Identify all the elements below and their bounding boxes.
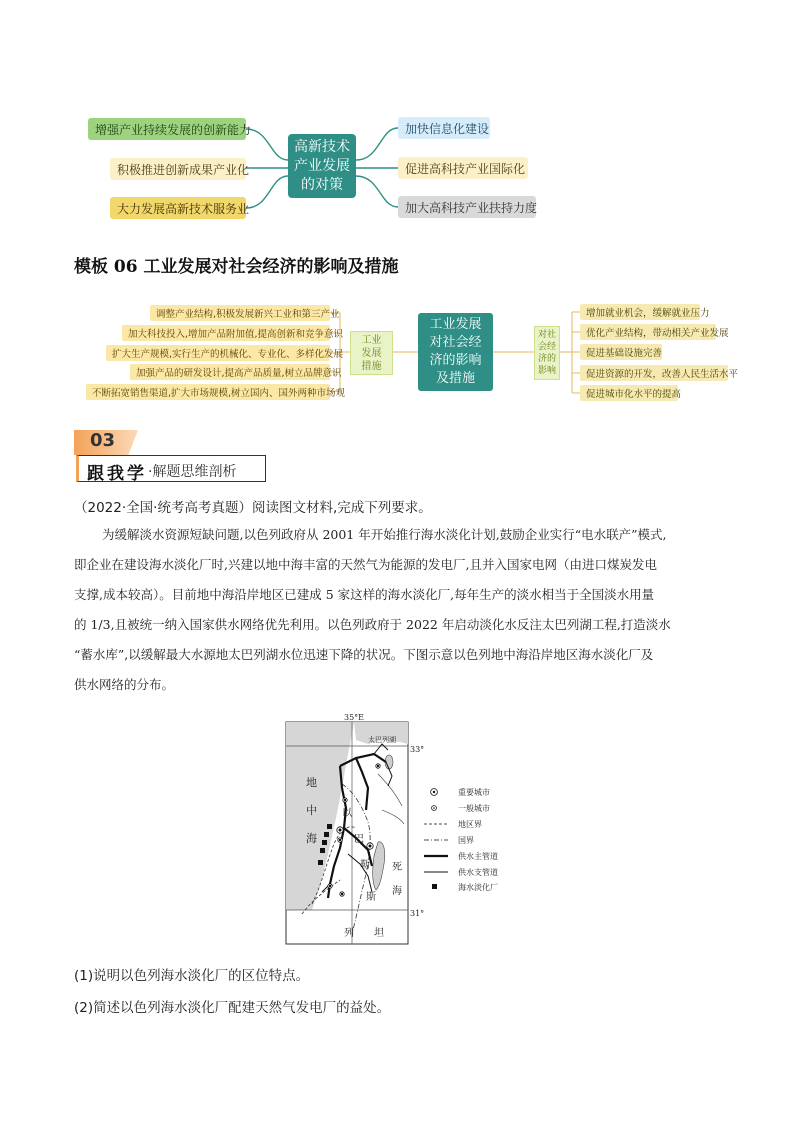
lon-label: 35°E: [344, 714, 365, 722]
question-2: (2)简述以色列海水淡化厂配建天然气发电厂的益处。: [74, 1000, 391, 1016]
legend-label: 海水淡化厂: [458, 883, 498, 892]
sea-label: 地: [306, 776, 317, 789]
legend-label: 国界: [458, 836, 474, 845]
mindmap2-left-item: 加大科技投入,增加产品附加值,提高创新和竞争意识: [122, 325, 330, 341]
mindmap2-right-item: 促进城市化水平的提高: [580, 385, 678, 401]
center-line: 的对策: [301, 176, 343, 193]
paragraph-line: “蓄水库”,以缓解最大水源地太巴列湖水位迅速下降的状况。下图示意以色列地中海沿岸地区海水淡化厂及: [74, 647, 654, 662]
paragraph-line: 即企业在建设海水淡化厂时,兴建以地中海丰富的天然气为能源的发电厂,且并入国家电网（由进口煤炭发电: [74, 557, 657, 572]
sea-label: 海: [306, 832, 317, 845]
section-title: 跟我学: [87, 464, 147, 484]
mindmap2-left-item: 不断拓宽销售渠道,扩大市场规模,树立国内、国外两种市场观: [86, 384, 330, 400]
country-label: 勒: [360, 860, 370, 871]
mindmap1-right-item: 加大高科技产业扶持力度: [398, 196, 536, 218]
mindmap2-right-item: 增加就业机会，缓解就业压力: [580, 304, 700, 320]
legend-label: 地区界: [458, 820, 482, 829]
country-label: 以: [342, 808, 352, 819]
legend-label: 供水主管道: [458, 852, 498, 861]
mindmap2-left-item: 扩大生产规模,实行生产的机械化、专业化、多样化发展: [106, 345, 330, 361]
mindmap2-left-item: 加强产品的研发设计,提高产品质量,树立品牌意识: [130, 364, 330, 380]
dead-sea-label: 海: [392, 886, 402, 897]
template-title: 模板 06 工业发展对社会经济的影响及措施: [74, 257, 399, 277]
dead-sea-label: 死: [392, 862, 402, 873]
center-line: 产业发展: [294, 157, 350, 174]
sea-label: 中: [306, 804, 317, 817]
question-paragraph: [74, 520, 720, 700]
mindmap2-left-item: 调整产业结构,积极发展新兴工业和第三产业: [150, 305, 330, 321]
lat-top-label: 33°: [410, 745, 425, 754]
paragraph-line: 供水网络的分布。: [74, 677, 175, 692]
section-number: 03: [90, 430, 116, 451]
mindmap2-right-item: 促进基础设施完善: [580, 344, 662, 360]
legend-label: 供水支管道: [458, 868, 498, 877]
section-subtitle: ·解题思维剖析: [148, 464, 237, 480]
question-1: (1)说明以色列海水淡化厂的区位特点。: [74, 968, 310, 984]
lake-label: 太巴列湖: [368, 736, 396, 744]
map-legend: [424, 787, 498, 892]
paragraph-line: 的 1/3,且被统一纳入国家供水网络优先利用。以色列政府于 2022 年启动淡化水反注太巴列湖工程,打造淡水: [74, 617, 671, 632]
country-label: 列: [344, 928, 354, 939]
mindmap2-right-mid: 对社 会经 济的 影响: [534, 326, 560, 380]
lat-bottom-label: 31°: [410, 909, 425, 918]
mindmap1-left-item: 大力发展高新技术服务业: [110, 197, 246, 219]
mindmap2-right-item: 促进资源的开发，改善人民生活水平: [580, 365, 728, 381]
legend-label: 一般城市: [458, 804, 490, 813]
mindmap2-center: 工业发展 对社会经 济的影响 及措施: [418, 313, 493, 391]
mindmap2-left-mid: 工业 发展 措施: [350, 331, 393, 375]
mindmap1-center: [288, 134, 356, 198]
center-line: 高新技术: [294, 138, 350, 155]
mindmap1-left-item: 积极推进创新成果产业化: [110, 158, 246, 180]
country-label: 斯: [366, 892, 376, 903]
legend-label: 重要城市: [458, 788, 490, 797]
israel-map: [282, 714, 542, 946]
country-label: 巴: [354, 834, 364, 845]
mindmap1-connectors: [0, 0, 794, 230]
mindmap1-right-item: 促进高科技产业国际化: [398, 157, 528, 179]
paragraph-line: 为缓解淡水资源短缺问题,以色列政府从 2001 年开始推行海水淡化计划,鼓励企业实行“电水联产”模式,: [102, 527, 667, 542]
mindmap2-right-item: 优化产业结构，带动相关产业发展: [580, 324, 716, 340]
mindmap1-left-item: 增强产业持续发展的创新能力: [88, 118, 246, 140]
country-label: 坦: [374, 928, 384, 939]
mindmap1-right-item: 加快信息化建设: [398, 117, 490, 139]
question-intro: （2022·全国·统考高考真题）阅读图文材料,完成下列要求。: [74, 500, 432, 516]
paragraph-line: 支撑,成本较高）。目前地中海沿岸地区已建成 5 家这样的海水淡化厂,每年生产的淡水相当于全国淡水用量: [74, 587, 655, 602]
